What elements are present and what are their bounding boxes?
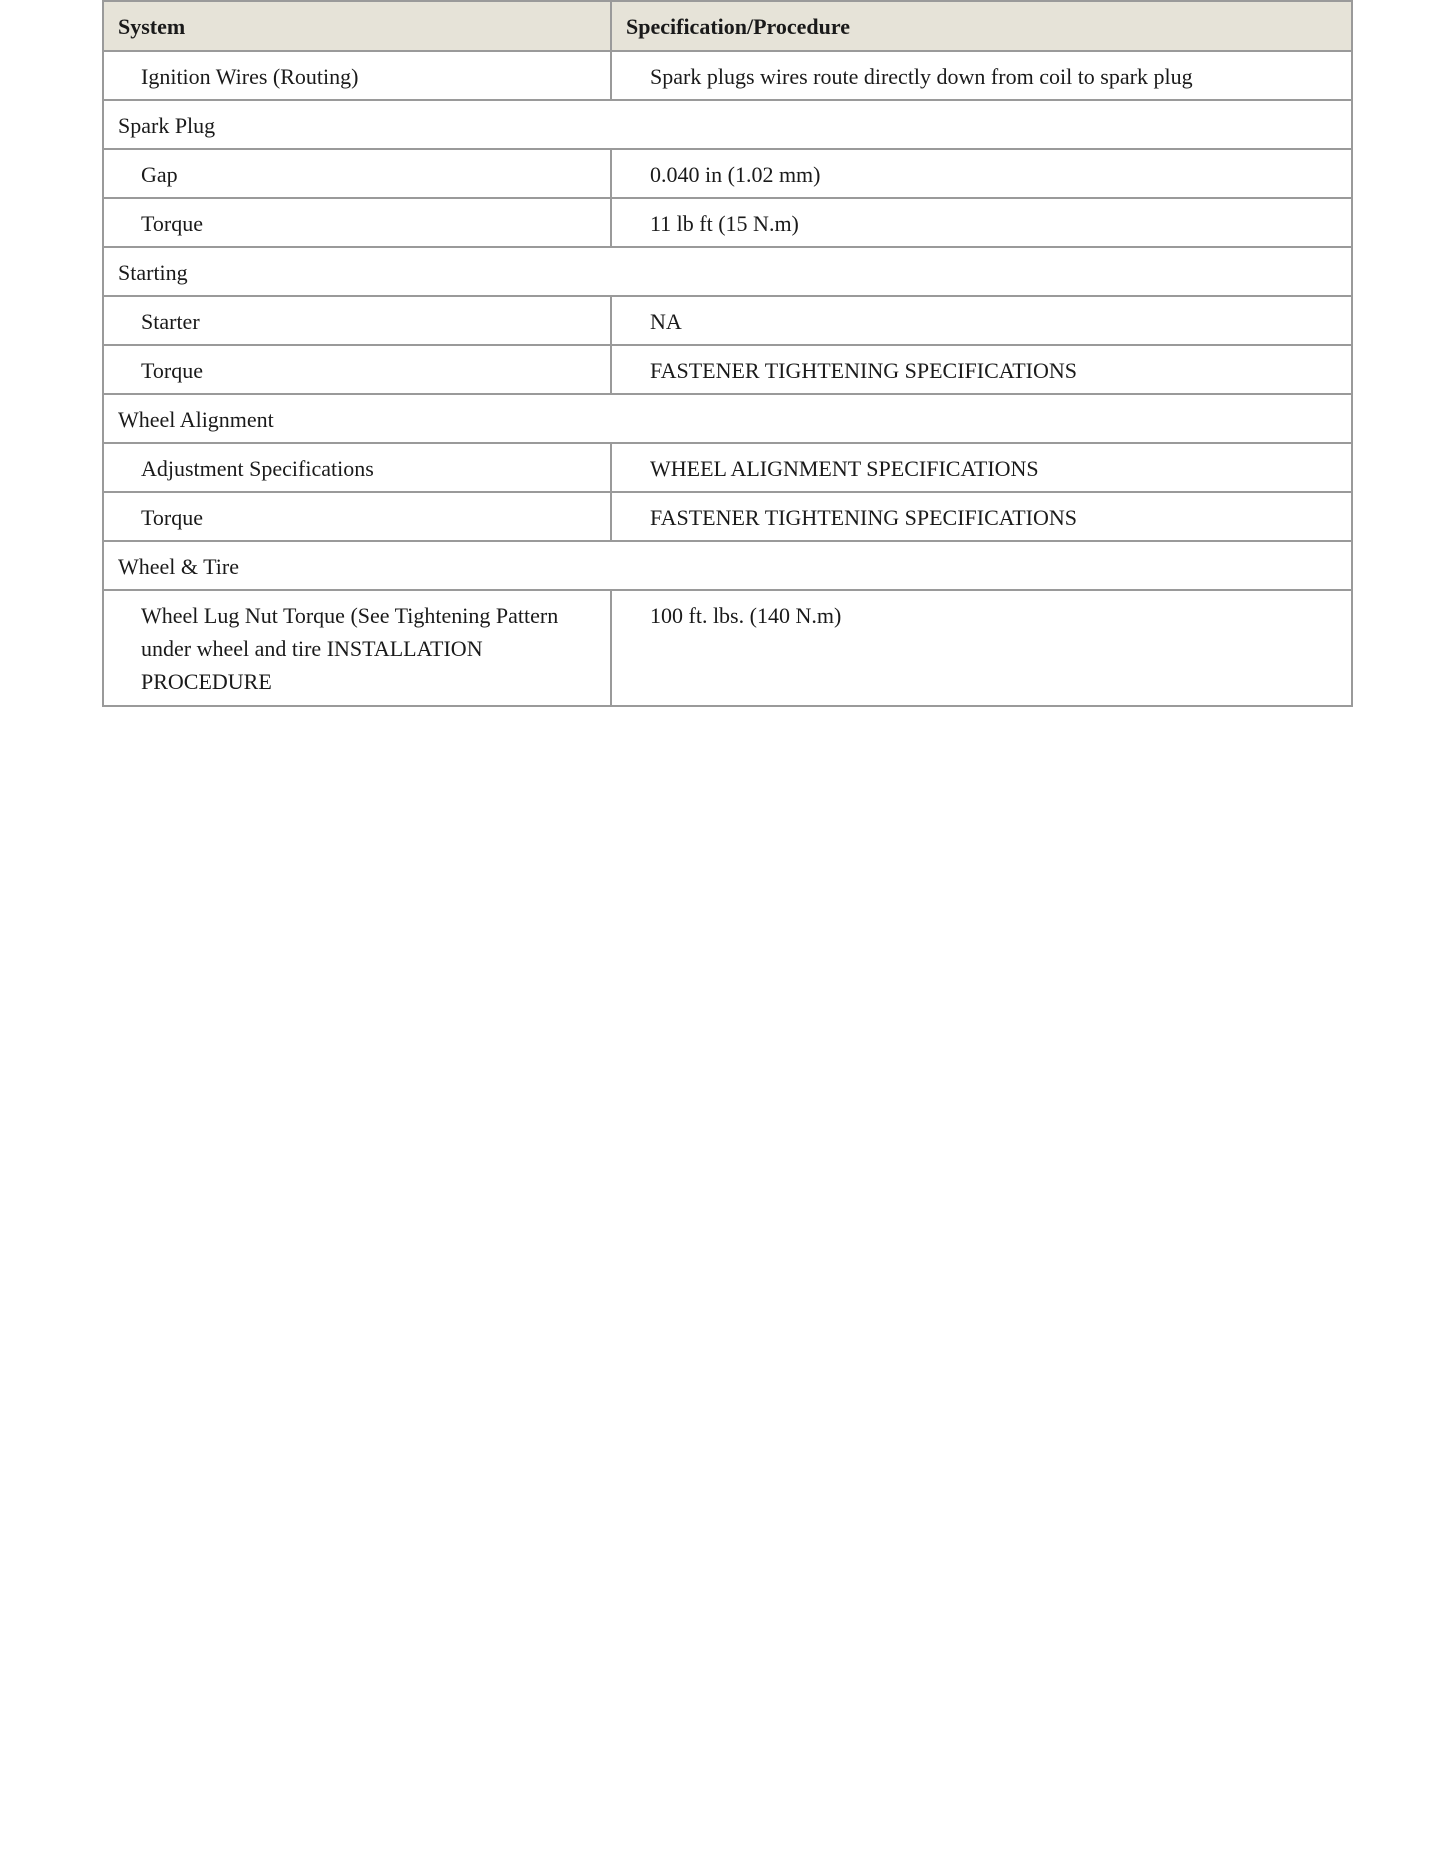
spec-cell: 0.040 in (1.02 mm): [611, 149, 1352, 198]
system-cell: Torque: [103, 345, 611, 394]
group-row: [103, 100, 1352, 149]
system-cell: Torque: [103, 492, 611, 541]
spec-cell: FASTENER TIGHTENING SPECIFICATIONS: [611, 492, 1352, 541]
spec-cell: FASTENER TIGHTENING SPECIFICATIONS: [611, 345, 1352, 394]
table-row: [103, 345, 1352, 394]
table-row: [103, 590, 1352, 706]
table-row: [103, 198, 1352, 247]
spec-cell: 11 lb ft (15 N.m): [611, 198, 1352, 247]
spec-cell: WHEEL ALIGNMENT SPECIFICATIONS: [611, 443, 1352, 492]
header-specification: Specification/Procedure: [611, 1, 1352, 51]
group-label: Spark Plug: [103, 100, 1352, 149]
group-row: [103, 394, 1352, 443]
system-cell: Gap: [103, 149, 611, 198]
group-label: Starting: [103, 247, 1352, 296]
table-row: [103, 296, 1352, 345]
header-system: System: [103, 1, 611, 51]
group-label: Wheel Alignment: [103, 394, 1352, 443]
group-label: Wheel & Tire: [103, 541, 1352, 590]
table-row: [103, 149, 1352, 198]
system-cell: Torque: [103, 198, 611, 247]
system-cell: Adjustment Specifications: [103, 443, 611, 492]
system-cell: Ignition Wires (Routing): [103, 51, 611, 100]
table-row: [103, 443, 1352, 492]
system-cell: Wheel Lug Nut Torque (See Tightening Pattern under wheel and tire INSTALLATION PROCEDURE: [103, 590, 611, 706]
system-cell: Starter: [103, 296, 611, 345]
table-row: [103, 492, 1352, 541]
spec-cell: Spark plugs wires route directly down from coil to spark plug: [611, 51, 1352, 100]
spec-cell: 100 ft. lbs. (140 N.m): [611, 590, 1352, 706]
spec-cell: NA: [611, 296, 1352, 345]
header-row: [103, 1, 1352, 51]
table-row: [103, 51, 1352, 100]
specifications-table: [102, 0, 1353, 707]
group-row: [103, 247, 1352, 296]
group-row: [103, 541, 1352, 590]
